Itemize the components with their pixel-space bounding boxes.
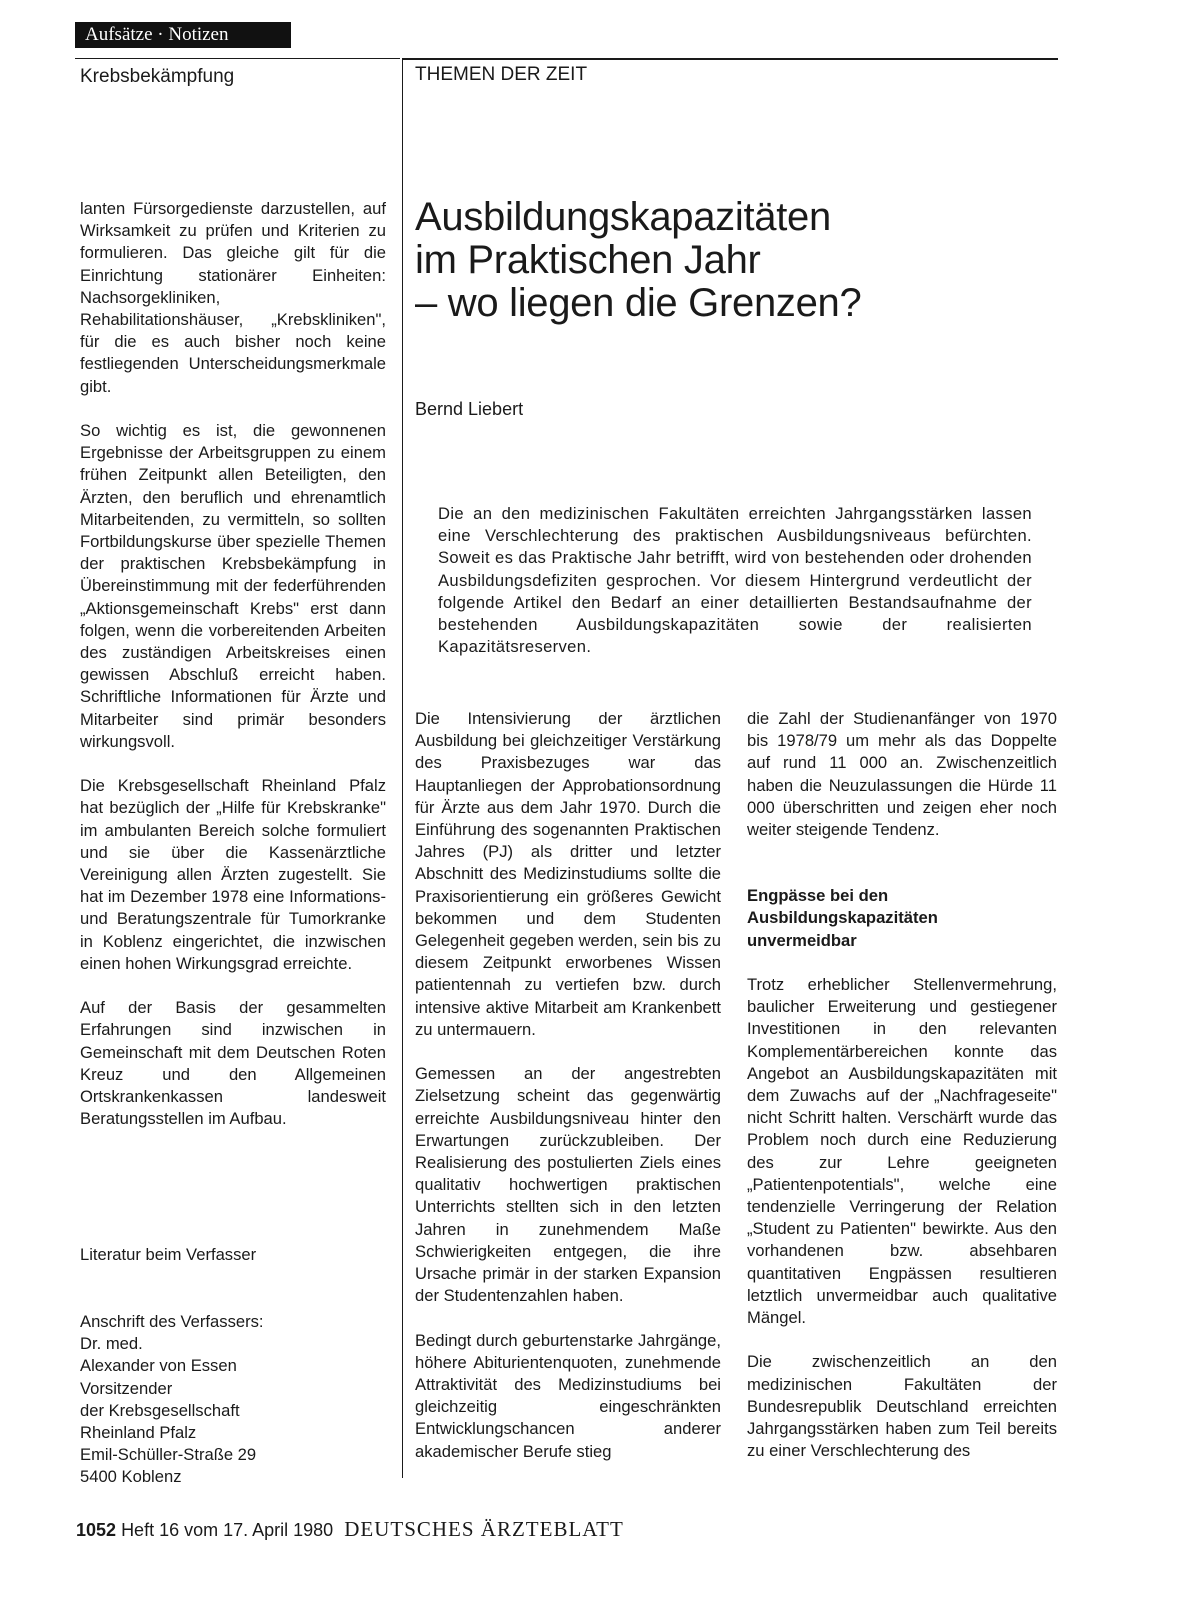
title-line: – wo liegen die Grenzen? (415, 281, 862, 325)
middle-column (415, 708, 721, 1463)
left-paragraph: So wichtig es ist, die gewonnenen Ergebnisse der Arbeitsgruppen zu einem frühen Zeitpunkt allen Beteiligten, den Ärzten, den beruflich und ehrenamtlich Mitarbeitenden, zu vermitteln, so sollten Fortbildungskurse über spezielle Themen der praktischen Krebsbekämpfung in Übereinstimmung mit der federführenden „Aktionsgemeinschaft Krebs" erst dann folgen, wenn die vorbereitenden Arbeiten des zuständigen Arbeitskreises einen gewissen Abschluß erreicht haben. Schriftliche Informationen für Ärzte und Mitarbeiter sind primär besonders wirkungsvoll. (80, 421, 386, 751)
header-rule-right (403, 58, 1058, 60)
right-section-label: THEMEN DER ZEIT (415, 64, 588, 85)
address-line: Anschrift des Verfassers: (80, 1312, 264, 1331)
address-line: 5400 Koblenz (80, 1467, 182, 1487)
literature-note: Literatur beim Verfasser (80, 1245, 257, 1264)
address-line: der Krebsgesellschaft (80, 1400, 240, 1420)
left-paragraph: Auf der Basis der gesammelten Erfahrungen sind inzwischen in Gemeinschaft mit dem Deutschen Roten Kreuz und den Allgemeinen Ortskrankenkassen landesweit Beratungsstellen im Aufbau. (80, 998, 386, 1129)
middle-paragraph: Bedingt durch geburtenstarke Jahrgänge, höhere Abiturientenquoten, zunehmende Attraktivität des Medizinstudiums bei gleichzeitig eingeschränkten Entwicklungschancen anderer akademischer Berufe stieg (415, 1330, 721, 1461)
middle-paragraph: Gemessen an der angestrebten Zielsetzung scheint das gegenwärtig erreichte Ausbildungsniveau hinter den Erwartungen zurückzubleiben. Der Realisierung des postulierten Ziels eines qualitativ hochwertigen praktischen Unterrichts stellten sich in den letzten Jahren in zunehmendem Maße Schwierigkeiten entgegen, die ihre Ursache primär in der starken Expansion der Studentenzahlen haben. (415, 1064, 721, 1306)
header-rule-left (75, 58, 400, 59)
right-paragraph: die Zahl der Studienanfänger von 1970 bis 1978/79 um mehr als das Doppelte auf rund 11 000 an. Zwischenzeitlich haben die Neuzulassungen die Hürde 11 000 überschritten und zeigen eher noch weiter steigende Tendenz. (747, 709, 1057, 840)
left-paragraph: lanten Fürsorgedienste darzustellen, auf Wirksamkeit zu prüfen und Kriterien zu formulieren. Das gleiche gilt für die Einrichtung stationärer Einheiten: Nachsorgekliniken, Rehabilitationshäuser, „Krebskliniken", für die es auch bisher noch keine festliegenden Unterscheidungsmerkmale gibt. (80, 199, 386, 396)
right-paragraph: Trotz erheblicher Stellenvermehrung, baulicher Erweiterung und gestiegener Investitionen in den relevanten Komplementärbereichen konnte das Angebot an Ausbildungskapazitäten mit dem Zuwachs auf der „Nachfrageseite" nicht Schritt halten. Verschärft wurde das Problem noch durch eine Reduzierung des zur Lehre geeigneten „Patientenpotentials", welche eine tendenzielle Verringerung der Relation „Student zu Patienten" bewirkte. Aus den vorhandenen bzw. absehbaren quantitativen Engpässen resultieren letztlich unvermeidbar auch qualitative Mängel. (747, 975, 1057, 1328)
page-footer (76, 1518, 624, 1541)
right-paragraph: Die zwischenzeitlich an den medizinischen Fakultäten der Bundesrepublik Deutschland erreichten Jahrgangsstärken haben zum Teil bereits zu einer Verschlechterung des (747, 1352, 1057, 1461)
middle-paragraph: Die Intensivierung der ärztlichen Ausbildung bei gleichzeitiger Verstärkung des Praxisbezuges war das Hauptanliegen der Approbationsordnung für Ärzte aus dem Jahr 1970. Durch die Einführung des sogenannten Praktischen Jahres (PJ) als dritter und letzter Abschnitt des Medizinstudiums sollte die Praxisorientierung ein größeres Gewicht bekommen und dem Studenten Gelegenheit gegeben werden, sein bis zu diesem Zeitpunkt erworbenes Wissen patientennah zu vertiefen bzw. durch intensive aktive Mitarbeit am Krankenbett zu untermauern. (415, 709, 721, 1039)
address-line: Alexander von Essen (80, 1356, 237, 1376)
column-divider (402, 58, 403, 1478)
article-title (415, 196, 1055, 325)
left-section-label: Krebsbekämpfung (80, 66, 235, 87)
author-address (80, 1311, 386, 1489)
article-author: Bernd Liebert (415, 399, 524, 419)
left-column (80, 198, 386, 1153)
journal-name: DEUTSCHES ÄRZTEBLATT (344, 1517, 624, 1541)
address-line: Vorsitzender (80, 1378, 173, 1398)
page-number: 1052 (76, 1520, 117, 1540)
right-column (747, 708, 1057, 1462)
title-line: Ausbildungskapazitäten (415, 195, 831, 239)
title-line: im Praktischen Jahr (415, 238, 761, 282)
subheading: Engpässe bei den Ausbildungskapazitäten unvermeidbar (747, 886, 938, 950)
article-abstract: Die an den medizinischen Fakultäten erreichten Jahrgangsstärken lassen eine Verschlechterung des praktischen Ausbildungsniveaus befürchten. Soweit es das Praktische Jahr betrifft, wird von bestehenden oder drohenden Ausbildungsdefiziten gesprochen. Vor diesem Hintergrund verdeutlicht der folgende Artikel den Bedarf an einer detaillierten Bestandsaufnahme der bestehenden Ausbildungskapazitäten sowie der realisierten Kapazitätsreserven. (438, 504, 1032, 657)
address-line: Dr. med. (80, 1334, 143, 1354)
issue-info: Heft 16 vom 17. April 1980 (121, 1520, 334, 1540)
address-line: Rheinland Pfalz (80, 1423, 197, 1443)
left-paragraph: Die Krebsgesellschaft Rheinland Pfalz hat bezüglich der „Hilfe für Krebskranke" im ambulanten Bereich solche formuliert und sie über die Kassenärztliche Vereinigung allen Ärzten zugestellt. Sie hat im Dezember 1978 eine Informations- und Beratungszentrale für Tumorkranke in Koblenz eingerichtet, die inzwischen einen hohen Wirkungsgrad erreichte. (80, 776, 386, 973)
section-tab: Aufsätze · Notizen (75, 22, 291, 48)
address-line: Emil-Schüller-Straße 29 (80, 1445, 257, 1465)
